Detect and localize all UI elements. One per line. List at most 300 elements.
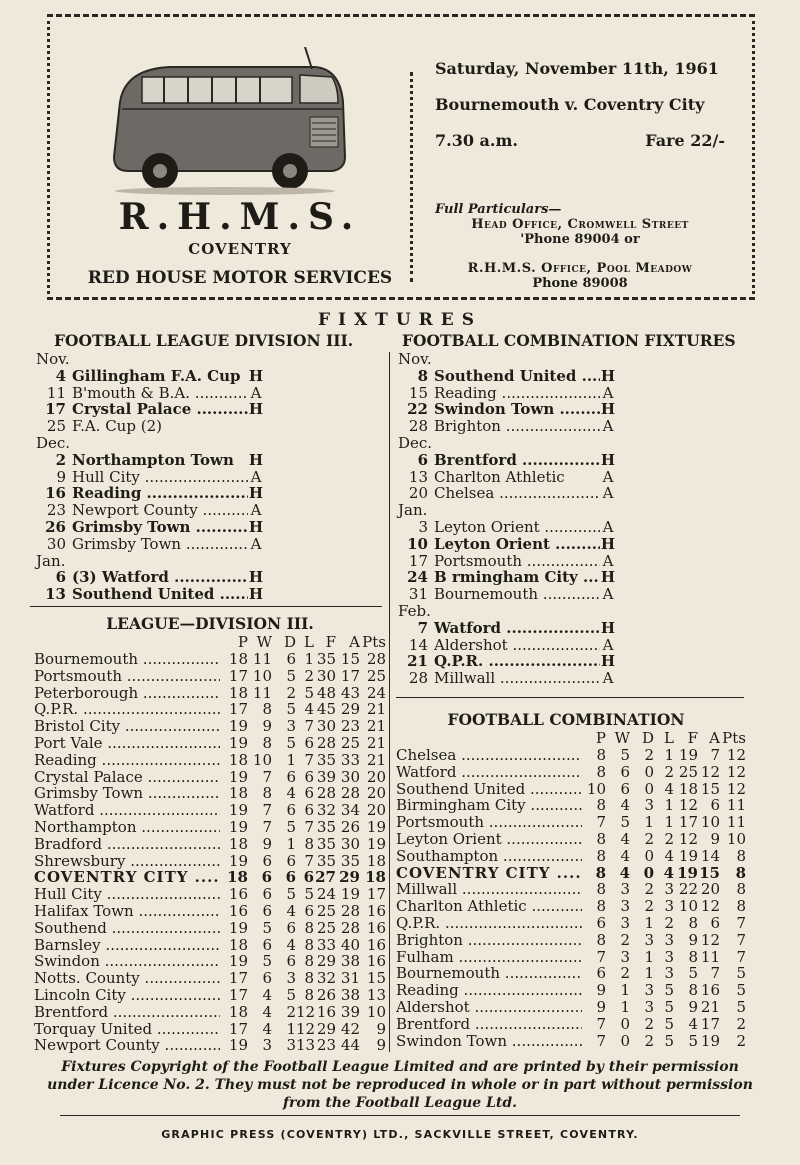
team-name: Southend United ..... [396,781,582,798]
stat-w: 10 [252,666,272,685]
stat-d: 2 [644,880,654,899]
stat-l: 4 [664,779,674,798]
stat-w: 8 [262,733,272,752]
fixture-day: 25 [46,417,66,436]
team-name: Grimsby Town ..... [34,785,220,802]
column-header: P [595,729,606,747]
stat-p: 19 [228,851,248,870]
fixture-day: 14 [408,635,428,654]
stat-pts: 5 [736,981,746,1000]
standings-row [34,651,386,668]
fixture-day: 30 [46,534,66,553]
fixture-day: 13 [408,467,428,486]
stat-w: 8 [262,784,272,803]
team-name: COVENTRY CITY ..... [34,869,220,886]
stat-a: 21 [700,997,720,1016]
stat-w: 2 [620,964,630,983]
stat-d: 5 [286,885,296,904]
stat-a: 19 [700,1031,720,1050]
stat-d: 6 [286,801,296,820]
stat-l: 8 [304,952,314,971]
team-name: Leyton Orient ..... [396,831,582,848]
fixture-venue: A [250,501,262,520]
stat-w: 4 [619,863,630,882]
stat-a: 31 [340,969,360,988]
standings-row [34,735,386,752]
fixture-day: 6 [55,568,66,587]
fixture-venue: A [602,484,614,503]
standings-row [34,937,386,954]
stat-f: 19 [678,746,698,764]
stat-a: 38 [340,985,360,1004]
fixture-row [36,485,264,502]
fixture-day: 13 [45,585,66,604]
fixture-opponent: Charlton Athletic [434,468,565,486]
stat-l: 1 [304,650,314,668]
table-header-spacer [34,634,220,651]
combination-fixtures-list [398,350,616,688]
team-name: Notts. County ..... [34,970,220,987]
fixture-opponent: Brentford ..... [434,452,600,469]
fixture-month: Dec. [398,433,433,452]
fixture-row [36,536,264,553]
footer-divider [60,1115,740,1116]
team-name: Brentford ..... [396,1016,582,1033]
team-name: Aldershot ..... [396,999,582,1016]
stat-a: 28 [340,784,360,803]
fixture-opponent: Crystal Palace ..... [72,401,248,418]
fixture-opponent: Bournemouth ..... [434,586,600,603]
stat-f: 29 [316,1019,336,1038]
stat-l: 6 [304,901,314,920]
stat-l: 5 [304,683,314,702]
stat-a: 9 [710,829,720,848]
stat-pts: 28 [366,650,386,668]
standings-row [396,781,746,798]
fixture-day: 15 [408,383,428,402]
fixture-day: 28 [408,669,428,688]
stat-a: 42 [340,1019,360,1038]
stat-a: 16 [700,981,720,1000]
stat-l: 2 [664,913,674,932]
fixture-row [398,385,616,402]
team-name: Crystal Palace ..... [34,769,220,786]
stat-f: 9 [688,930,698,949]
fixture-day: 2 [55,450,66,469]
stat-p: 18 [228,1002,248,1021]
stat-w: 0 [620,1014,630,1033]
standings-row [396,932,746,949]
stat-a: 39 [340,1002,360,1021]
combination-table-body [396,730,746,1049]
stat-l: 3 [664,897,674,916]
fixture-venue: A [602,551,614,570]
team-name: Swindon ..... [34,953,220,970]
stat-l: 1 [664,813,674,832]
stat-f: 5 [688,964,698,983]
stat-p: 7 [596,1014,606,1033]
fixture-row [398,670,616,687]
stat-pts: 2 [736,1031,746,1050]
stat-w: 4 [262,1019,272,1038]
fixture-venue: A [602,417,614,436]
stat-f: 16 [316,1002,336,1021]
stat-f: 26 [316,985,336,1004]
stat-d: 4 [286,784,296,803]
column-header: L [304,633,314,651]
standings-row [396,999,746,1016]
stat-a: 7 [710,964,720,983]
stat-d: 3 [286,717,296,736]
stat-d: 2 [644,829,654,848]
stat-a: 30 [340,767,360,786]
stat-w: 11 [252,650,272,668]
stat-w: 4 [262,985,272,1004]
fixture-opponent: (3) Watford ..... [72,569,248,586]
team-name: Charlton Athletic ..... [396,898,582,915]
fixture-row [398,368,616,385]
stat-pts: 8 [736,897,746,916]
stat-d: 6 [286,767,296,786]
team-name: Bournemouth ..... [34,651,220,668]
standings-row [396,814,746,831]
column-header: Pts [722,729,746,747]
team-name: Reading ..... [34,752,220,769]
stat-p: 9 [596,981,606,1000]
fixture-venue: A [602,383,614,402]
stat-l: 4 [664,846,674,865]
standings-row [396,965,746,982]
stat-a: 7 [710,746,720,764]
stat-d: 6 [286,851,296,870]
stat-l: 6 [304,784,314,803]
fixture-row [398,586,616,603]
fixture-month: Jan. [36,551,66,570]
fixture-day: 6 [417,450,428,469]
stat-d: 4 [286,901,296,920]
fixture-opponent: Millwall ..... [434,670,600,687]
team-name: Watford ..... [396,764,582,781]
stat-w: 5 [620,746,630,764]
stat-p: 19 [228,733,248,752]
fixture-row [398,569,616,586]
stat-w: 4 [262,1002,272,1021]
column-header: A [709,729,720,747]
stat-p: 18 [228,750,248,769]
team-name: Barnsley ..... [34,937,220,954]
team-name: Swindon Town ..... [396,1033,582,1050]
stat-l: 7 [304,750,314,769]
stat-l: 3 [664,964,674,983]
fixture-venue: A [602,585,614,604]
stat-pts: 5 [736,964,746,983]
table-header-spacer [396,730,582,747]
fixture-venue: H [248,568,264,587]
fixture-venue [248,418,264,435]
stat-l: 8 [304,969,314,988]
stat-w: 7 [262,767,272,786]
stat-f: 35 [316,750,336,769]
league-fixtures-list [36,350,264,604]
stat-d: 1 [644,964,654,983]
team-name: Reading ..... [396,982,582,999]
stat-p: 8 [595,863,606,882]
fixture-day: 21 [407,652,428,671]
head-office-phone: 'Phone 89004 or [520,232,640,247]
fixture-venue: H [248,366,264,385]
stat-l: 5 [664,997,674,1016]
stat-pts: 19 [366,817,386,836]
team-name: Bournemouth ..... [396,965,582,982]
trip-date: Saturday, November 11th, 1961 [435,59,719,78]
stat-l: 8 [304,918,314,937]
stat-pts: 9 [376,1036,386,1055]
pool-meadow-phone: Phone 89008 [532,276,628,291]
team-name: Newport County ..... [34,1037,220,1054]
stat-pts: 24 [366,683,386,702]
stat-f: 29 [316,952,336,971]
stat-d: 6 [286,952,296,971]
stat-f: 35 [316,817,336,836]
fixture-month: Jan. [398,501,428,520]
stat-w: 6 [262,935,272,954]
stat-d: 2 [644,746,654,764]
stat-d: 0 [644,762,654,781]
fixture-venue: A [602,635,614,654]
stat-f: 45 [316,700,336,719]
team-name: Halifax Town ..... [34,903,220,920]
team-name: Shrewsbury ..... [34,853,220,870]
combination-table-heading: FOOTBALL COMBINATION [447,710,685,729]
stat-a: 23 [340,717,360,736]
league-table-heading: LEAGUE—DIVISION III. [106,614,314,633]
standings-row [34,836,386,853]
combination-fixtures-heading: FOOTBALL COMBINATION FIXTURES [402,331,736,350]
league-table-body [34,634,386,1054]
fixture-venue: A [602,517,614,536]
stat-p: 16 [228,885,248,904]
trip-fare: Fare 22/- [645,131,725,150]
stat-pts: 19 [366,834,386,853]
stat-p: 19 [228,767,248,786]
standings-row [34,701,386,718]
stat-pts: 15 [366,969,386,988]
head-office: Head Office, Cromwell Street [471,217,689,232]
stat-w: 6 [262,901,272,920]
stat-l: 6 [303,868,314,887]
stat-pts: 11 [726,813,746,832]
stat-pts: 20 [366,767,386,786]
fixture-venue: H [248,517,264,536]
stat-pts: 12 [726,746,746,764]
stat-a: 38 [340,952,360,971]
fixture-venue: H [248,484,264,503]
fixture-row [398,637,616,654]
stat-a: 11 [700,947,720,966]
stat-l: 7 [304,717,314,736]
fixture-row [398,536,616,553]
stat-pts: 7 [736,947,746,966]
team-name: Q.P.R. ..... [396,915,582,932]
stat-pts: 18 [366,851,386,870]
fixture-opponent: B rmingham City ..... [434,569,600,586]
stat-l: 2 [664,829,674,848]
stat-p: 6 [596,913,606,932]
stat-pts: 21 [366,733,386,752]
stat-l: 13 [296,1036,316,1055]
stat-a: 15 [699,863,720,882]
team-name: Bradford ..... [34,836,220,853]
stat-d: 1 [644,813,654,832]
fixture-row [36,569,264,586]
fixture-opponent: Grimsby Town ..... [72,519,248,536]
fixture-opponent: Swindon Town ..... [434,401,600,418]
stat-f: 32 [316,801,336,820]
fixture-opponent: Southend United ..... [72,586,248,603]
fixture-opponent: Reading ..... [434,385,600,402]
column-header: D [641,729,654,747]
stat-f: 35 [316,650,336,668]
fixture-opponent: B'mouth & B.A. ..... [72,385,248,402]
stat-f: 35 [316,851,336,870]
stat-d: 3 [286,1036,296,1055]
stat-d: 5 [286,985,296,1004]
stat-l: 12 [296,1019,316,1038]
stat-f: 19 [677,863,698,882]
stat-pts: 21 [366,717,386,736]
stat-p: 18 [227,868,248,887]
column-divider [389,352,390,1052]
stat-p: 17 [228,666,248,685]
fixture-venue: H [600,652,616,671]
team-name: Southampton ..... [396,848,582,865]
fixture-row [36,586,264,603]
stat-d: 3 [644,796,654,815]
fixture-venue: H [600,618,616,637]
stat-f: 35 [316,834,336,853]
stat-l: 6 [304,767,314,786]
fixture-venue: H [248,585,264,604]
standings-row [396,831,746,848]
stat-d: 5 [286,817,296,836]
fixture-opponent: Northampton Town [72,451,234,469]
fixture-day: 3 [418,517,428,536]
stat-p: 18 [228,935,248,954]
particulars-label: Full Particulars— [435,202,562,217]
column-header: D [283,633,296,651]
stat-a: 28 [340,918,360,937]
stat-f: 18 [678,779,698,798]
stat-l: 8 [304,985,314,1004]
stat-pts: 18 [365,868,386,887]
stat-f: 12 [678,796,698,815]
standings-row [34,953,386,970]
stat-d: 3 [644,930,654,949]
stat-w: 10 [252,750,272,769]
stat-w: 0 [620,1031,630,1050]
column-header: W [614,729,630,747]
fixture-opponent: Hull City ..... [72,469,248,486]
stat-a: 43 [340,683,360,702]
stat-l: 5 [304,885,314,904]
stat-l: 3 [664,947,674,966]
stat-f: 19 [678,846,698,865]
stat-f: 28 [316,784,336,803]
stat-a: 35 [340,851,360,870]
stat-d: 1 [286,834,296,853]
team-name: Fulham ..... [396,949,582,966]
table-header-row [34,634,386,651]
fixture-month: Nov. [398,350,432,368]
stat-f: 30 [316,717,336,736]
team-name: Northampton ..... [34,819,220,836]
stat-p: 8 [596,746,606,764]
stat-w: 1 [620,997,630,1016]
fixture-day: 31 [408,585,428,604]
team-name: Bristol City ..... [34,718,220,735]
fixture-day: 4 [55,366,66,385]
stat-pts: 16 [366,935,386,954]
team-name: Hull City ..... [34,886,220,903]
fixture-opponent: Q.P.R. ..... [434,653,600,670]
stat-d: 5 [286,733,296,752]
stat-f: 25 [316,918,336,937]
standings-row [34,920,386,937]
stat-w: 6 [262,851,272,870]
standings-row [34,869,386,886]
stat-f: 23 [316,1036,336,1055]
stat-a: 6 [710,913,720,932]
stat-w: 3 [620,913,630,932]
team-name: Lincoln City ..... [34,987,220,1004]
stat-w: 6 [620,762,630,781]
fixture-opponent: Newport County ..... [72,502,248,519]
standings-row [34,769,386,786]
team-name: Chelsea ..... [396,747,582,764]
fixture-row [398,469,616,486]
stat-p: 17 [228,700,248,719]
stat-d: 3 [644,981,654,1000]
fixture-opponent: Reading ..... [72,485,248,502]
fixture-row [36,401,264,418]
stat-p: 19 [228,801,248,820]
stat-l: 1 [664,746,674,764]
standings-row [34,785,386,802]
stat-a: 29 [339,868,360,887]
stat-p: 17 [228,1019,248,1038]
fixture-venue: H [600,534,616,553]
fixture-day: 7 [417,618,428,637]
stat-w: 6 [262,885,272,904]
team-name: Brentford ..... [34,1004,220,1021]
team-name: COVENTRY CITY ..... [396,865,582,882]
stat-l: 3 [664,880,674,899]
stat-f: 33 [316,935,336,954]
stat-d: 1 [644,913,654,932]
fixture-row [398,418,616,435]
fixture-venue: A [250,383,262,402]
stat-a: 12 [700,762,720,781]
standings-row [34,819,386,836]
standings-row [396,949,746,966]
stat-pts: 2 [736,1014,746,1033]
fixture-day: 9 [56,467,66,486]
company-name: R.H.M.S. [118,196,362,238]
fixture-day: 24 [407,568,428,587]
stat-w: 1 [620,981,630,1000]
team-name: Millwall ..... [396,881,582,898]
league-fixtures [36,331,354,604]
